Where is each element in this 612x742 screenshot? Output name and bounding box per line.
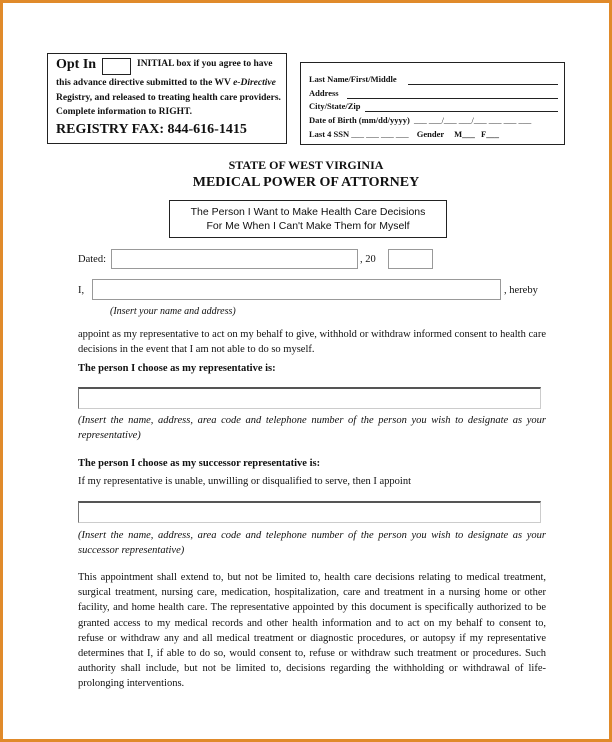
year-field[interactable]	[388, 249, 433, 269]
registry-fax: REGISTRY FAX: 844-616-1415	[56, 122, 247, 137]
city-state-zip-label: City/State/Zip	[309, 101, 361, 111]
ssn-gender-row	[309, 129, 499, 139]
successor-intro: If my representative is unable, unwilling or disqualified to serve, then I appoint	[78, 476, 411, 487]
dated-label: Dated:	[78, 254, 106, 265]
subtitle-line-2: For Me When I Can't Make Them for Myself	[206, 220, 410, 232]
opt-in-line-2-text: this advance directive submitted to the WV	[56, 78, 234, 88]
successor-hint: (Insert the name, address, area code and telephone number of the person you wish to designate as your successor representative)	[78, 530, 546, 557]
opt-in-line-1: INITIAL box if you agree to have	[137, 59, 273, 69]
subtitle-line-1: The Person I Want to Make Health Care Decisions	[190, 206, 426, 218]
principal-name-field[interactable]	[92, 279, 501, 300]
successor-field[interactable]	[78, 501, 541, 523]
gender-m-field[interactable]: M___	[454, 129, 475, 139]
last-name-label: Last Name/First/Middle	[309, 74, 397, 84]
dob-row	[309, 115, 531, 125]
opt-in-initial-checkbox[interactable]	[102, 58, 131, 75]
opt-in-box	[47, 53, 287, 144]
dob-field[interactable]: ___ ___/___ ___/___ ___ ___ ___	[413, 115, 532, 125]
i-label: I,	[78, 285, 85, 296]
year-prefix: , 20	[360, 254, 376, 265]
city-state-zip-field[interactable]	[365, 111, 558, 112]
date-field[interactable]	[111, 249, 358, 269]
opt-in-line-2-emphasis: e-Directive	[233, 78, 276, 88]
address-field[interactable]	[347, 98, 558, 99]
gender-f-field[interactable]: F___	[481, 129, 499, 139]
dob-label: Date of Birth (mm/dd/yyyy)	[309, 115, 410, 125]
appoint-text: appoint as my representative to act on my behalf to give, withhold or withdraw informed consent to health care decisions in the event that I am not able to do so myself.	[78, 329, 546, 356]
scope-paragraph: This appointment shall extend to, but not be limited to, health care decisions relating to medical treatment, surgical treatment, nursing care, medication, hospitalization, care and treatment in a nursing home or other facility, and home health care. The representative appointed by this document is specifically authorized to be granted access to my medical records and other health information and to act on my behalf to consent to, refuse or withdraw any and all medical treatment or diagnostic procedures, or autopsy if my representative determines that I, if able to do so, would consent to, refuse or withdraw such treatment or procedures. Such authority shall include, but not be limited to, decisions regarding the withholding or withdrawal of life-prolonging interventions.	[78, 572, 546, 690]
registry-info-box	[300, 62, 565, 145]
representative-hint: (Insert the name, address, area code and telephone number of the person you wish to designate as your representative)	[78, 415, 546, 442]
representative-field[interactable]	[78, 387, 541, 409]
ssn-field[interactable]: ___ ___ ___ ___	[351, 129, 409, 139]
last-name-field[interactable]	[408, 84, 558, 85]
subtitle-box	[169, 200, 447, 238]
opt-in-title: Opt In	[56, 57, 97, 72]
opt-in-line-2	[56, 78, 276, 88]
successor-heading: The person I choose as my successor representative is:	[78, 458, 321, 469]
hereby-text: , hereby	[504, 285, 538, 296]
insert-name-hint: (Insert your name and address)	[110, 306, 236, 317]
representative-heading: The person I choose as my representative is:	[78, 363, 276, 374]
state-heading: STATE OF WEST VIRGINIA	[228, 158, 384, 172]
ssn-label: Last 4 SSN	[309, 129, 350, 139]
opt-in-line-3: Registry, and released to treating health care providers.	[56, 93, 281, 103]
gender-label: Gender	[416, 129, 445, 139]
document-title: MEDICAL POWER OF ATTORNEY	[192, 175, 420, 190]
opt-in-line-4: Complete information to RIGHT.	[56, 107, 192, 117]
address-label: Address	[309, 88, 339, 98]
